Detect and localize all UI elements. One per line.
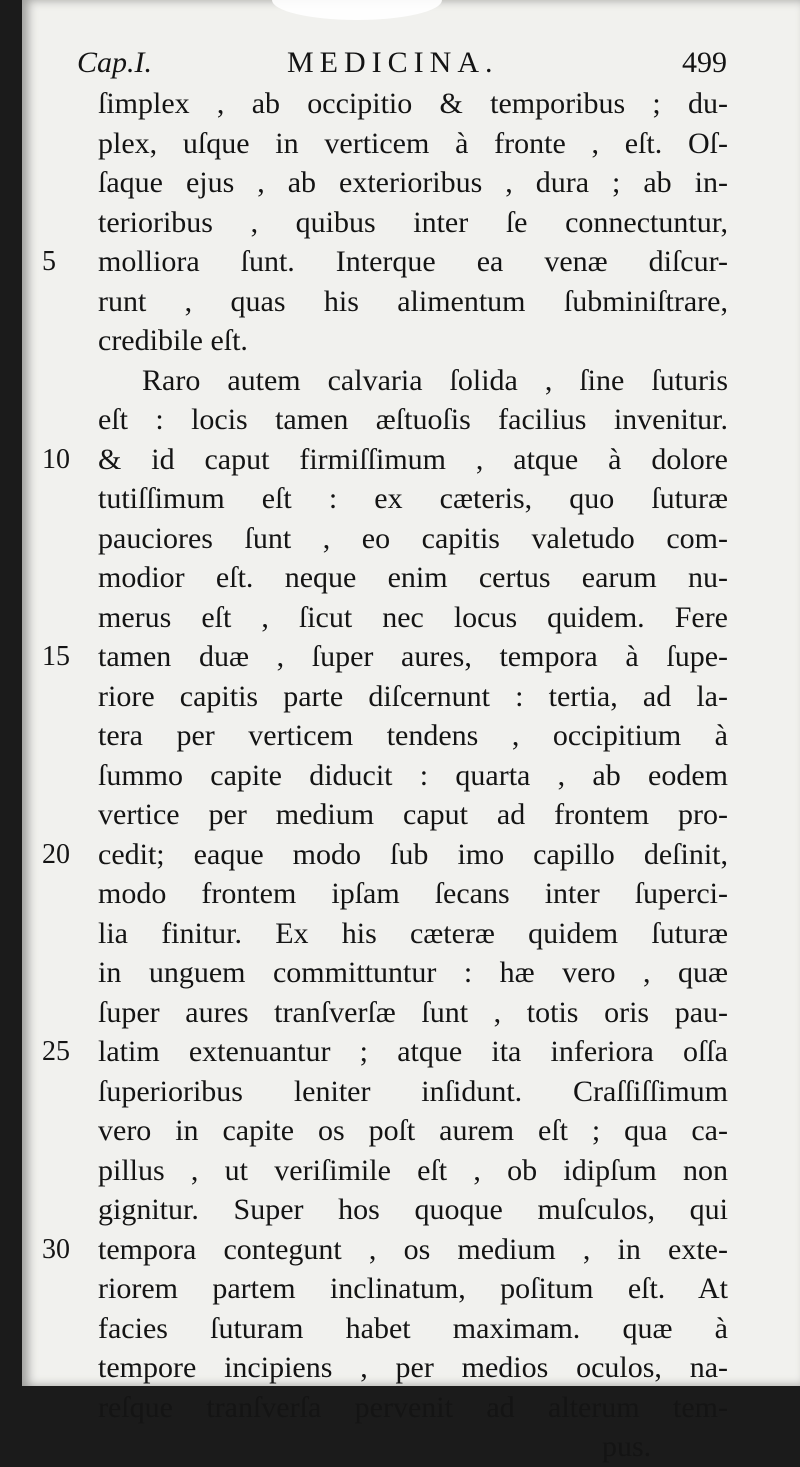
line-text: modior eſt. neque enim certus earum nu- [98, 561, 728, 594]
line-text: riorem partem inclinatum, poſitum eſt. At [98, 1272, 728, 1305]
text-line [42, 914, 772, 954]
line-text: ſimplex , ab occipitio & temporibus ; du- [98, 87, 728, 120]
text-line [42, 519, 772, 559]
line-text: runt , quas his alimentum ſubminiſtrare, [98, 284, 728, 318]
text-line [42, 1111, 772, 1151]
line-text: merus eſt , ſicut nec locus quidem. Fere [98, 600, 728, 634]
line-text: ſuper aures tranſverſæ ſunt , totis oris pau- [98, 995, 728, 1029]
line-text: terioribus , quibus inter ſe connectuntur, [98, 205, 728, 239]
line-number: 30 [42, 1233, 70, 1265]
line-text: tempore incipiens , per medios oculos, na- [98, 1351, 728, 1384]
line-text: vertice per medium caput ad frontem pro- [98, 798, 728, 831]
text-line [42, 835, 772, 875]
page-number: 499 [682, 46, 727, 79]
line-text: credibile eſt. [98, 324, 248, 357]
line-text: gignitur. Super hos quoque muſculos, qui [98, 1193, 728, 1226]
text-line [42, 361, 772, 401]
catchword-line [42, 1427, 772, 1467]
text-line [42, 637, 772, 677]
text-line [42, 124, 772, 164]
line-number: 15 [42, 641, 70, 672]
line-text: lia finitur. Ex his cæteræ quidem ſuturæ [98, 916, 728, 950]
line-text: tempora contegunt , os medium , in exte- [98, 1232, 728, 1266]
line-text: facies ſuturam habet maximam. quæ à [98, 1311, 728, 1345]
line-number: 5 [42, 246, 56, 277]
text-line [42, 1309, 772, 1349]
text-line [42, 321, 772, 361]
line-text: molliora ſunt. Interque ea venæ diſcur- [98, 245, 728, 278]
line-text: Raro autem calvaria ſolida , ſine ſuturis [142, 363, 728, 397]
text-line [42, 756, 772, 796]
text-line [42, 1348, 772, 1388]
line-number: 10 [42, 443, 70, 475]
paper-tear [272, 0, 442, 20]
line-text: eſt : locis tamen æſtuoſis facilius invenitur. [98, 403, 728, 436]
text-line [42, 282, 772, 322]
text-block [42, 84, 772, 1467]
catchword: pus. [602, 1430, 652, 1463]
text-line [42, 874, 772, 914]
line-text: in unguem committuntur : hæ vero , quæ [98, 956, 728, 989]
line-text: plex, uſque in verticem à fronte , eſt. Oſ- [98, 126, 728, 160]
text-line [42, 1269, 772, 1309]
text-line [42, 400, 772, 440]
book-page [22, 0, 800, 1463]
line-text: reſque tranſverſa pervenit ad alterum tem- [98, 1390, 728, 1424]
text-line [42, 84, 772, 124]
text-line [42, 163, 772, 203]
line-text: cedit; eaque modo ſub imo capillo deſinit, [98, 837, 728, 871]
line-text: pauciores ſunt , eo capitis valetudo com- [98, 521, 728, 555]
text-line [42, 1190, 772, 1230]
text-line [42, 440, 772, 480]
text-line [42, 993, 772, 1033]
line-number: 20 [42, 838, 70, 870]
line-text: tera per verticem tendens , occipitium à [98, 719, 728, 752]
text-line [42, 479, 772, 519]
line-number: 25 [42, 1036, 70, 1067]
line-text: latim extenuantur ; atque ita inferiora oſſa [98, 1035, 728, 1068]
text-line [42, 677, 772, 717]
text-line [42, 203, 772, 243]
chapter-label: Cap.I. [77, 46, 152, 79]
line-text: ſuperioribus leniter inſidunt. Craſſiſſimum [98, 1074, 728, 1108]
line-text: tamen duæ , ſuper aures, tempora à ſupe- [98, 640, 728, 673]
line-text: riore capitis parte diſcernunt : tertia, ad la- [98, 679, 728, 713]
line-text: ſummo capite diducit : quarta , ab eodem [98, 758, 728, 792]
line-text: ſaque ejus , ab exterioribus , dura ; ab in- [98, 166, 728, 199]
text-line [42, 1388, 772, 1428]
text-line [42, 953, 772, 993]
line-text: tutiſſimum eſt : ex cæteris, quo ſuturæ [98, 482, 728, 515]
line-text: vero in capite os poſt aurem eſt ; qua ca- [98, 1114, 728, 1147]
text-line [42, 1032, 772, 1072]
text-line [42, 598, 772, 638]
text-line [42, 242, 772, 282]
text-line [42, 716, 772, 756]
text-line [42, 1151, 772, 1191]
text-line [42, 795, 772, 835]
text-line [42, 558, 772, 598]
line-text: pillus , ut veriſimile eſt , ob idipſum non [98, 1153, 728, 1187]
line-text: & id caput firmiſſimum , atque à dolore [98, 442, 728, 476]
text-line [42, 1072, 772, 1112]
text-line [42, 1230, 772, 1270]
running-title: MEDICINA. [287, 46, 499, 79]
running-header [77, 46, 727, 86]
line-text: modo frontem ipſam ſecans inter ſuperci- [98, 877, 728, 910]
